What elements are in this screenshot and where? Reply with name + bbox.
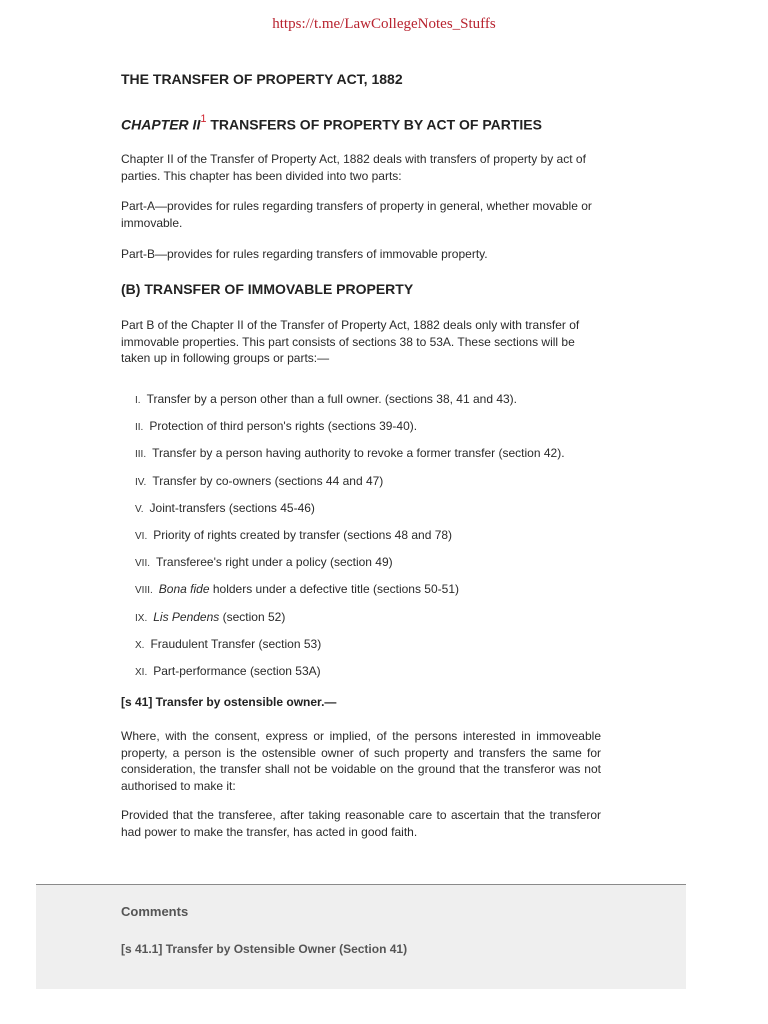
- list-item: [135, 418, 605, 445]
- telegram-link[interactable]: https://t.me/LawCollegeNotes_Stuffs: [272, 16, 496, 32]
- list-item: [135, 663, 605, 690]
- list-item-number: V.: [135, 503, 144, 515]
- comments-title: Comments: [121, 904, 189, 919]
- list-item-number: II.: [135, 422, 144, 434]
- comments-subheading[interactable]: [s 41.1] Transfer by Ostensible Owner (Section 41): [121, 942, 408, 956]
- chapter-label: CHAPTER II: [121, 116, 201, 133]
- list-item-text: Joint-transfers (sections 45-46): [149, 500, 315, 515]
- list-item-text: (section 52): [219, 609, 286, 624]
- part-a-text: Part-A—provides for rules regarding transfers of property in general, whether movable or immovable.: [121, 199, 592, 230]
- list-item-text: Fraudulent Transfer (section 53): [150, 636, 322, 651]
- part-b-text: Part-B—provides for rules regarding transfers of immovable property.: [121, 247, 488, 261]
- section-b-intro: Part B of the Chapter II of the Transfer of Property Act, 1882 deals only with transfer of immovable properties. This part consists of sections 38 to 53A. These sections will be taken up in following groups or parts:—: [121, 318, 580, 365]
- list-item-number: VII.: [135, 558, 151, 570]
- section-41-proviso: Provided that the transferee, after taking reasonable care to ascertain that the transferor had power to make the transfer, has acted in good faith.: [121, 808, 601, 839]
- list-item-italic-term: Lis Pendens: [153, 609, 220, 624]
- comments-panel: [36, 884, 686, 989]
- list-item: [135, 554, 605, 581]
- list-item-number: VIII.: [135, 585, 153, 597]
- list-item-text: holders under a defective title (sections 50-51): [209, 582, 459, 597]
- list-item: [135, 391, 605, 418]
- list-item-number: X.: [135, 639, 145, 651]
- list-item-text: Transfer by a person having authority to revoke a former transfer (section 42).: [152, 446, 565, 461]
- list-item: [135, 473, 605, 500]
- chapter-title: TRANSFERS OF PROPERTY BY ACT OF PARTIES: [210, 116, 542, 133]
- section-41-text: Where, with the consent, express or implied, of the persons interested in immoveable property, a person is the ostensible owner of such property and transfers the same for consideration, the transfer shall not be voidable on the ground that the transferor was not authorised to make it:: [121, 729, 601, 793]
- list-item: [135, 445, 605, 472]
- list-item-text: Priority of rights created by transfer (sections 48 and 78): [153, 527, 453, 542]
- list-item-text: Transfer by a person other than a full owner. (sections 38, 41 and 43).: [146, 392, 517, 406]
- list-item-number: I.: [135, 395, 141, 406]
- chapter-heading: [121, 115, 542, 133]
- list-item: [135, 636, 605, 663]
- list-item: [135, 527, 605, 554]
- list-item-text: Transferee's right under a policy (section 49): [156, 555, 393, 570]
- list-item-number: IX.: [135, 612, 148, 624]
- list-item-text: Protection of third person's rights (sections 39-40).: [149, 419, 418, 434]
- list-item: [135, 609, 605, 636]
- list-item-italic-term: Bona fide: [158, 582, 210, 597]
- parts-list: [135, 391, 605, 690]
- list-item-number: IV.: [135, 476, 147, 488]
- document-title: THE TRANSFER OF PROPERTY ACT, 1882: [121, 71, 403, 87]
- list-item-text: Transfer by co-owners (sections 44 and 47): [152, 473, 384, 488]
- list-item: [135, 500, 605, 527]
- list-item-number: XI.: [135, 666, 148, 678]
- list-item-text: Part-performance (section 53A): [153, 663, 321, 678]
- chapter-intro: Chapter II of the Transfer of Property Act, 1882 deals with transfers of property by act of parties. This chapter has been divided into two parts:: [121, 152, 586, 183]
- list-item-number: VI.: [135, 530, 148, 542]
- section-b-heading: (B) TRANSFER OF IMMOVABLE PROPERTY: [121, 281, 414, 297]
- list-item: [135, 581, 605, 608]
- footnote-marker[interactable]: 1: [200, 113, 207, 125]
- list-item-number: III.: [135, 449, 147, 461]
- section-41-heading: [s 41] Transfer by ostensible owner.—: [121, 695, 337, 709]
